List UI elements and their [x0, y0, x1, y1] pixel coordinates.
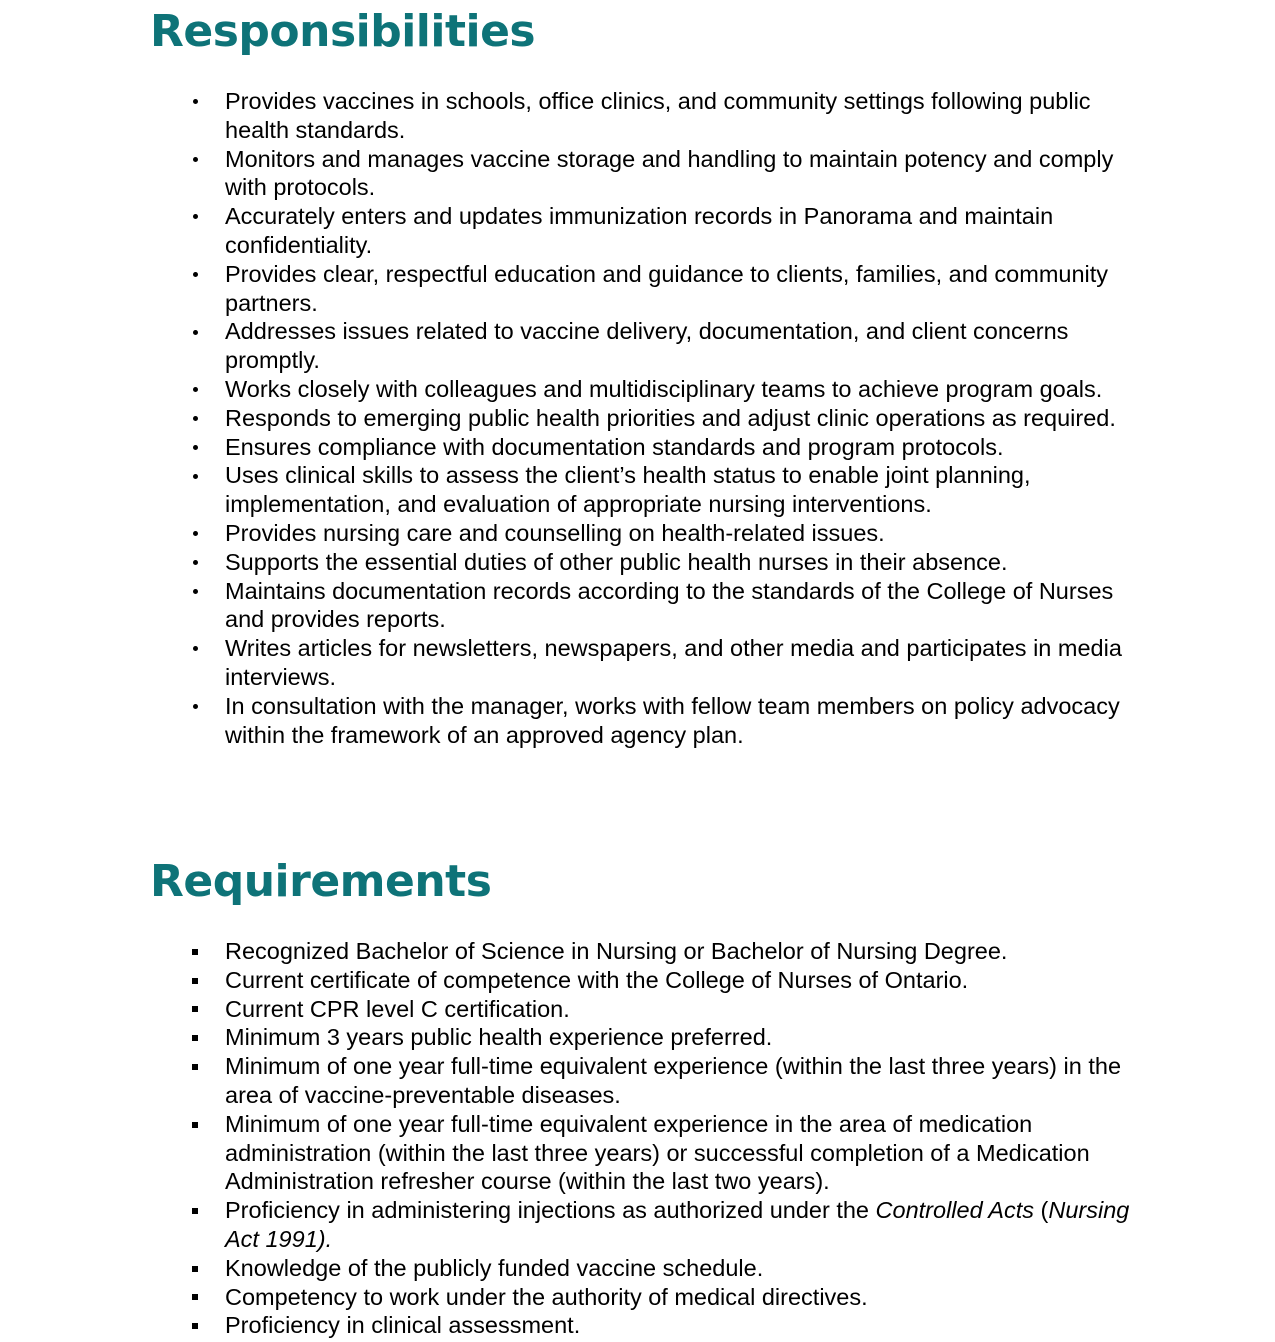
nursing-act-italic: Nursing Act 1991).: [225, 1197, 1130, 1252]
bullet-dot-icon: [188, 634, 202, 663]
list-item: [225, 202, 1135, 260]
bullet-square-icon: [188, 937, 202, 966]
list-item-text: Writes articles for newsletters, newspapers, and other media and participates in media interviews.: [225, 635, 1122, 690]
bullet-dot-icon: [188, 404, 202, 433]
list-item: [225, 966, 1135, 995]
bullet-dot-icon: [188, 375, 202, 404]
injections-paren-open: (: [1034, 1197, 1049, 1224]
bullet-square-icon: [188, 1196, 202, 1225]
bullet-dot-icon: [188, 519, 202, 548]
list-item-text: In consultation with the manager, works with fellow team members on policy advocacy within the framework of an approved agency plan.: [225, 692, 1120, 748]
controlled-acts-italic: Controlled Acts: [875, 1197, 1035, 1224]
bullet-dot-icon: [188, 692, 202, 721]
list-item: [225, 1283, 1135, 1312]
requirements-list: [225, 937, 1135, 1340]
list-item-text: Responds to emerging public health priorities and adjust clinic operations as required.: [225, 404, 1116, 431]
list-item: [225, 260, 1135, 318]
bullet-square-icon: [188, 966, 202, 995]
list-item-text: Recognized Bachelor of Science in Nursing or Bachelor of Nursing Degree.: [225, 938, 1008, 964]
list-item: [225, 145, 1135, 203]
list-item-text: Knowledge of the publicly funded vaccine schedule.: [225, 1254, 764, 1281]
list-item: [225, 1254, 1135, 1283]
list-item-text: Minimum 3 years public health experience preferred.: [225, 1024, 773, 1051]
list-item-text: Competency to work under the authority of medical directives.: [225, 1283, 868, 1310]
list-item-text: Addresses issues related to vaccine delivery, documentation, and client concerns promptly.: [225, 318, 1069, 374]
list-item: [225, 1052, 1135, 1110]
list-item-injections: [225, 1196, 1135, 1254]
list-item: [225, 87, 1135, 145]
list-item: [225, 317, 1135, 375]
bullet-square-icon: [188, 1023, 202, 1052]
responsibilities-heading: Responsibilities: [150, 6, 536, 57]
list-item-text: Uses clinical skills to assess the client’s health status to enable joint planning, implementation, and evaluation of appropriate nursing interventions.: [225, 462, 1031, 518]
list-item: [225, 519, 1135, 548]
list-item: [225, 461, 1135, 519]
bullet-dot-icon: [188, 145, 202, 174]
list-item-text: Minimum of one year full-time equivalent experience in the area of medication administration (within the last three years) or successful completion of a Medication Administration refresher course (within the last two years).: [225, 1110, 1090, 1195]
responsibilities-list: [225, 87, 1135, 749]
list-item: [225, 433, 1135, 462]
bullet-dot-icon: [188, 461, 202, 490]
list-item-text: Provides vaccines in schools, office clinics, and community settings following public health standards.: [225, 88, 1091, 143]
list-item: [225, 937, 1135, 966]
list-item: [225, 1110, 1135, 1196]
bullet-dot-icon: [188, 202, 202, 231]
bullet-square-icon: [188, 1052, 202, 1081]
list-item-text: Minimum of one year full-time equivalent experience (within the last three years) in the area of vaccine-preventable diseases.: [225, 1053, 1122, 1108]
list-item-text: Ensures compliance with documentation standards and program protocols.: [225, 433, 1004, 460]
list-item: [225, 1311, 1135, 1340]
list-item-text: Proficiency in clinical assessment.: [225, 1312, 581, 1339]
bullet-dot-icon: [188, 87, 202, 116]
list-item: [225, 634, 1135, 692]
bullet-dot-icon: [188, 433, 202, 462]
bullet-dot-icon: [188, 548, 202, 577]
list-item-text: Accurately enters and updates immunization records in Panorama and maintain confidentiality.: [225, 203, 1054, 258]
bullet-dot-icon: [188, 577, 202, 606]
list-item: [225, 995, 1135, 1024]
bullet-square-icon: [188, 995, 202, 1024]
list-item-text: Current CPR level C certification.: [225, 995, 570, 1022]
list-item-text: Current certificate of competence with the College of Nurses of Ontario.: [225, 966, 969, 993]
list-item-text: Maintains documentation records according to the standards of the College of Nurses and provides reports.: [225, 577, 1114, 633]
list-item: [225, 577, 1135, 635]
list-item-text: Provides nursing care and counselling on health-related issues.: [225, 519, 885, 546]
bullet-dot-icon: [188, 260, 202, 289]
list-item-text: Works closely with colleagues and multidisciplinary teams to achieve program goals.: [225, 375, 1103, 402]
list-item: [225, 404, 1135, 433]
bullet-square-icon: [188, 1254, 202, 1283]
list-item: [225, 692, 1135, 750]
bullet-square-icon: [188, 1311, 202, 1340]
list-item: [225, 375, 1135, 404]
list-item-text: Monitors and manages vaccine storage and handling to maintain potency and comply with protocols.: [225, 145, 1114, 201]
list-item-text: Provides clear, respectful education and guidance to clients, families, and community partners.: [225, 260, 1109, 316]
list-item-text: Supports the essential duties of other public health nurses in their absence.: [225, 548, 1008, 575]
bullet-square-icon: [188, 1110, 202, 1139]
list-item: [225, 548, 1135, 577]
list-item: [225, 1023, 1135, 1052]
bullet-dot-icon: [188, 317, 202, 346]
bullet-square-icon: [188, 1283, 202, 1312]
requirements-heading: Requirements: [150, 856, 492, 907]
injections-text-prefix: Proficiency in administering injections as authorized under the: [225, 1197, 876, 1224]
